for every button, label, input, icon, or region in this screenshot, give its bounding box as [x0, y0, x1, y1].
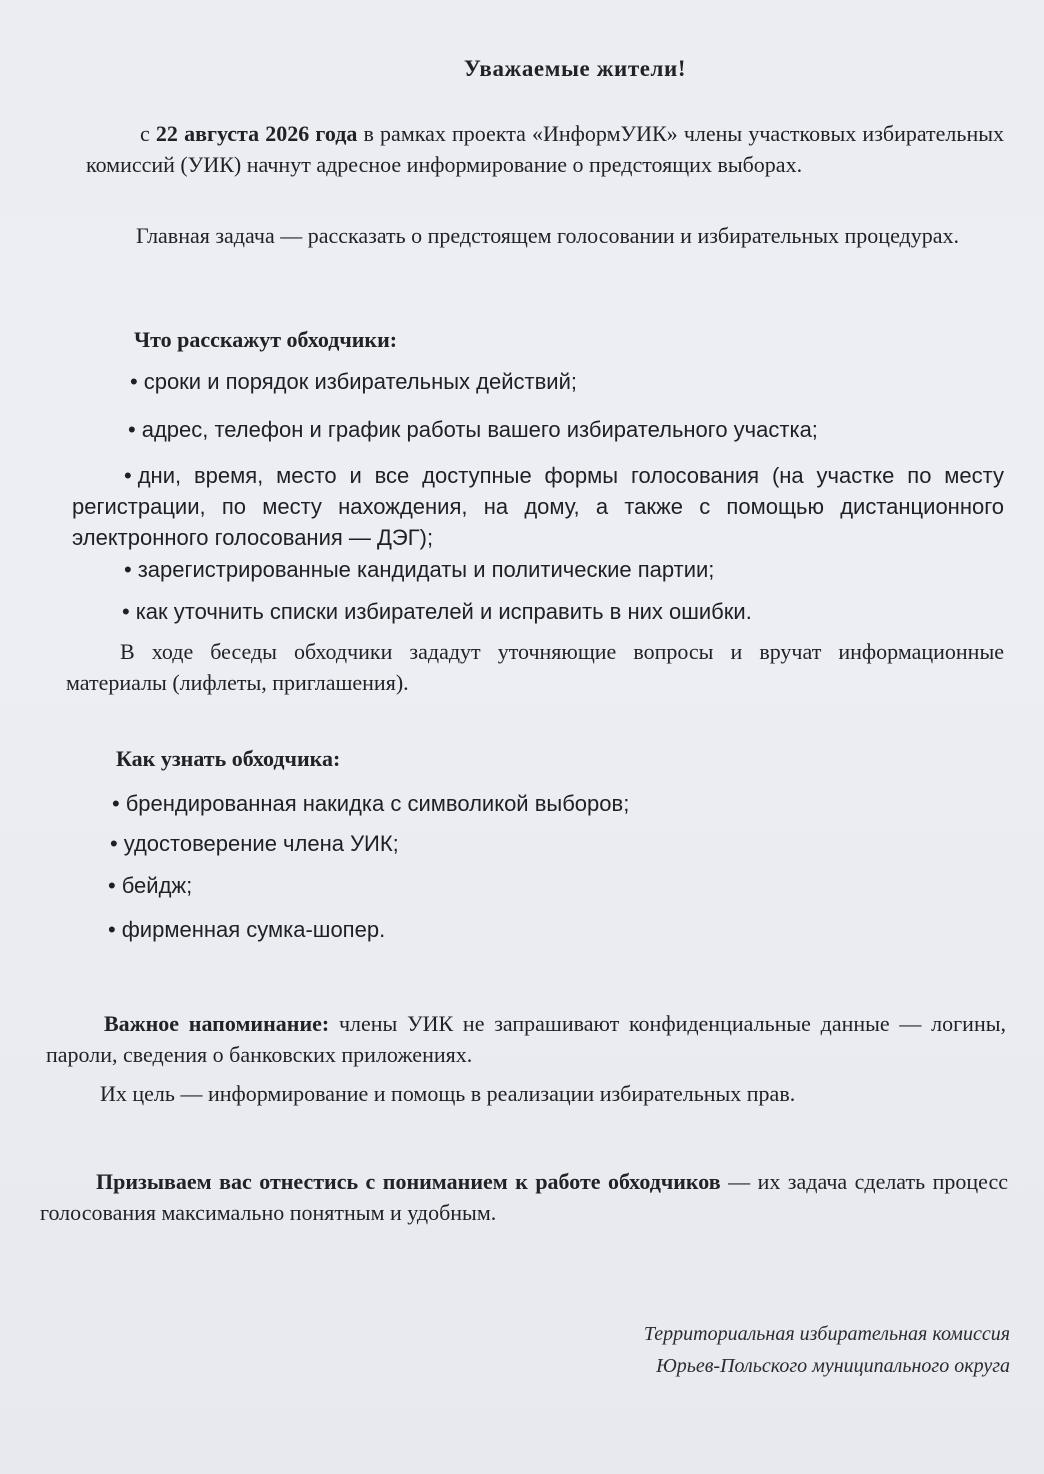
appeal-bold: Призываем вас отнестись с пониманием к работе обходчиков	[96, 1169, 721, 1194]
reminder-text: члены УИК не запрашивают конфиденциальные данные — логины, пароли, сведения о банковских приложениях.	[46, 1011, 1006, 1067]
bullet-icon: •	[112, 791, 120, 816]
bullet-icon: •	[124, 557, 132, 582]
bullet-icon: •	[108, 873, 116, 898]
page-title: Уважаемые жители!	[463, 56, 687, 81]
how-item: • фирменная сумка-шопер.	[108, 917, 386, 942]
bullet-icon: •	[122, 599, 130, 624]
signature-block	[560, 1318, 1010, 1382]
how-heading: Как узнать обходчика:	[116, 746, 341, 771]
main-task-paragraph: Главная задача — рассказать о предстоящем голосовании и избирательных процедурах.	[136, 223, 960, 248]
bullet-icon: •	[128, 417, 136, 442]
what-item: • адрес, телефон и график работы вашего избирательного участка;	[128, 417, 818, 442]
intro-text: в рамках проекта «ИнформУИК» члены участковых избирательных комиссий (УИК) начнут адресное информирование о предстоящих выборах.	[86, 121, 1004, 177]
reminder-label: Важное напоминание:	[104, 1011, 330, 1036]
bullet-icon: •	[110, 831, 118, 856]
how-item: • бейдж;	[108, 873, 193, 898]
what-heading: Что расскажут обходчики:	[134, 327, 398, 352]
conversation-paragraph: В ходе беседы обходчики зададут уточняющие вопросы и вручат информационные материалы (лифлеты, приглашения).	[66, 639, 1004, 695]
what-item: • сроки и порядок избирательных действий;	[130, 369, 577, 394]
how-item: • удостоверение члена УИК;	[110, 831, 399, 856]
intro-paragraph	[86, 118, 1004, 180]
bullet-icon: •	[108, 917, 116, 942]
reminder-paragraph	[46, 1008, 1006, 1070]
what-item: • зарегистрированные кандидаты и политические партии;	[124, 557, 715, 582]
goal-paragraph: Их цель — информирование и помощь в реализации избирательных прав.	[100, 1081, 796, 1106]
what-item: • как уточнить списки избирателей и исправить в них ошибки.	[122, 599, 752, 624]
signature-line-2: Юрьев-Польского муниципального округа	[656, 1355, 1010, 1377]
intro-date: 22 августа 2026 года	[155, 121, 358, 146]
appeal-paragraph	[40, 1166, 1008, 1228]
appeal-text: — их задача сделать процесс голосования максимально понятным и удобным.	[40, 1169, 1008, 1225]
bullet-icon: •	[130, 369, 138, 394]
what-item: • дни, время, место и все доступные формы голосования (на участке по месту регистрации, по месту нахождения, на дому, а также с помощью дистанционного электронного голосования — ДЭГ);	[72, 463, 1004, 550]
signature-line-1: Территориальная избирательная комиссия	[643, 1323, 1010, 1345]
how-item: • брендированная накидка с символикой выборов;	[112, 791, 630, 816]
intro-lead: с	[140, 121, 150, 146]
bullet-icon: •	[124, 463, 132, 488]
